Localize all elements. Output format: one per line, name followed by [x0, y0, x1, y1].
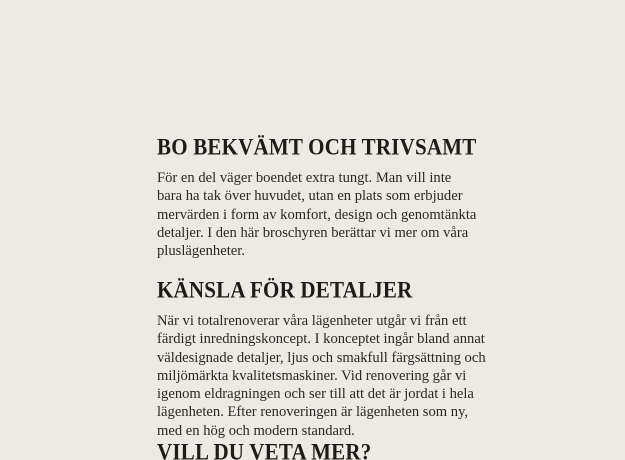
section-heading: BO BEKVÄMT OCH TRIVSAMT [157, 134, 477, 160]
body-line: När vi totalrenoverar våra lägenheter utgår vi från ett [157, 313, 467, 329]
section-bo-bekvamt [157, 134, 502, 260]
section-heading: KÄNSLA FÖR DETALJER [157, 277, 413, 303]
body-line: bara ha tak över huvudet, utan en plats som erbjuder [157, 188, 463, 205]
document-page [157, 0, 502, 460]
section-heading: VILL DU VETA MER? [157, 439, 372, 460]
section-kansla-for-detaljer [157, 277, 502, 440]
body-line: med en hög och modern standard. [157, 422, 355, 439]
body-line: väldesignade detaljer, ljus och smakfull färgsättning och [157, 349, 486, 366]
section-body [157, 312, 497, 440]
body-line: För en del väger boendet extra tungt. Man vill inte [157, 170, 452, 186]
body-line: igenom eldragningen och ser till att det är jordat i hela [157, 386, 474, 403]
body-line: färdigt inredningskoncept. I konceptet ingår bland annat [157, 331, 485, 348]
body-line: mervärden i form av komfort, design och genomtänkta [157, 206, 477, 223]
body-line: detaljer. I den här broschyren berättar vi mer om våra [157, 224, 469, 241]
section-vill-du-veta-mer [157, 439, 502, 460]
section-body [157, 169, 497, 260]
body-line: miljömärkta kvalitetsmaskiner. Vid renovering går vi [157, 367, 467, 384]
body-line: pluslägenheter. [157, 243, 245, 260]
body-line: lägenheten. Efter renoveringen är lägenheten som ny, [157, 404, 469, 421]
